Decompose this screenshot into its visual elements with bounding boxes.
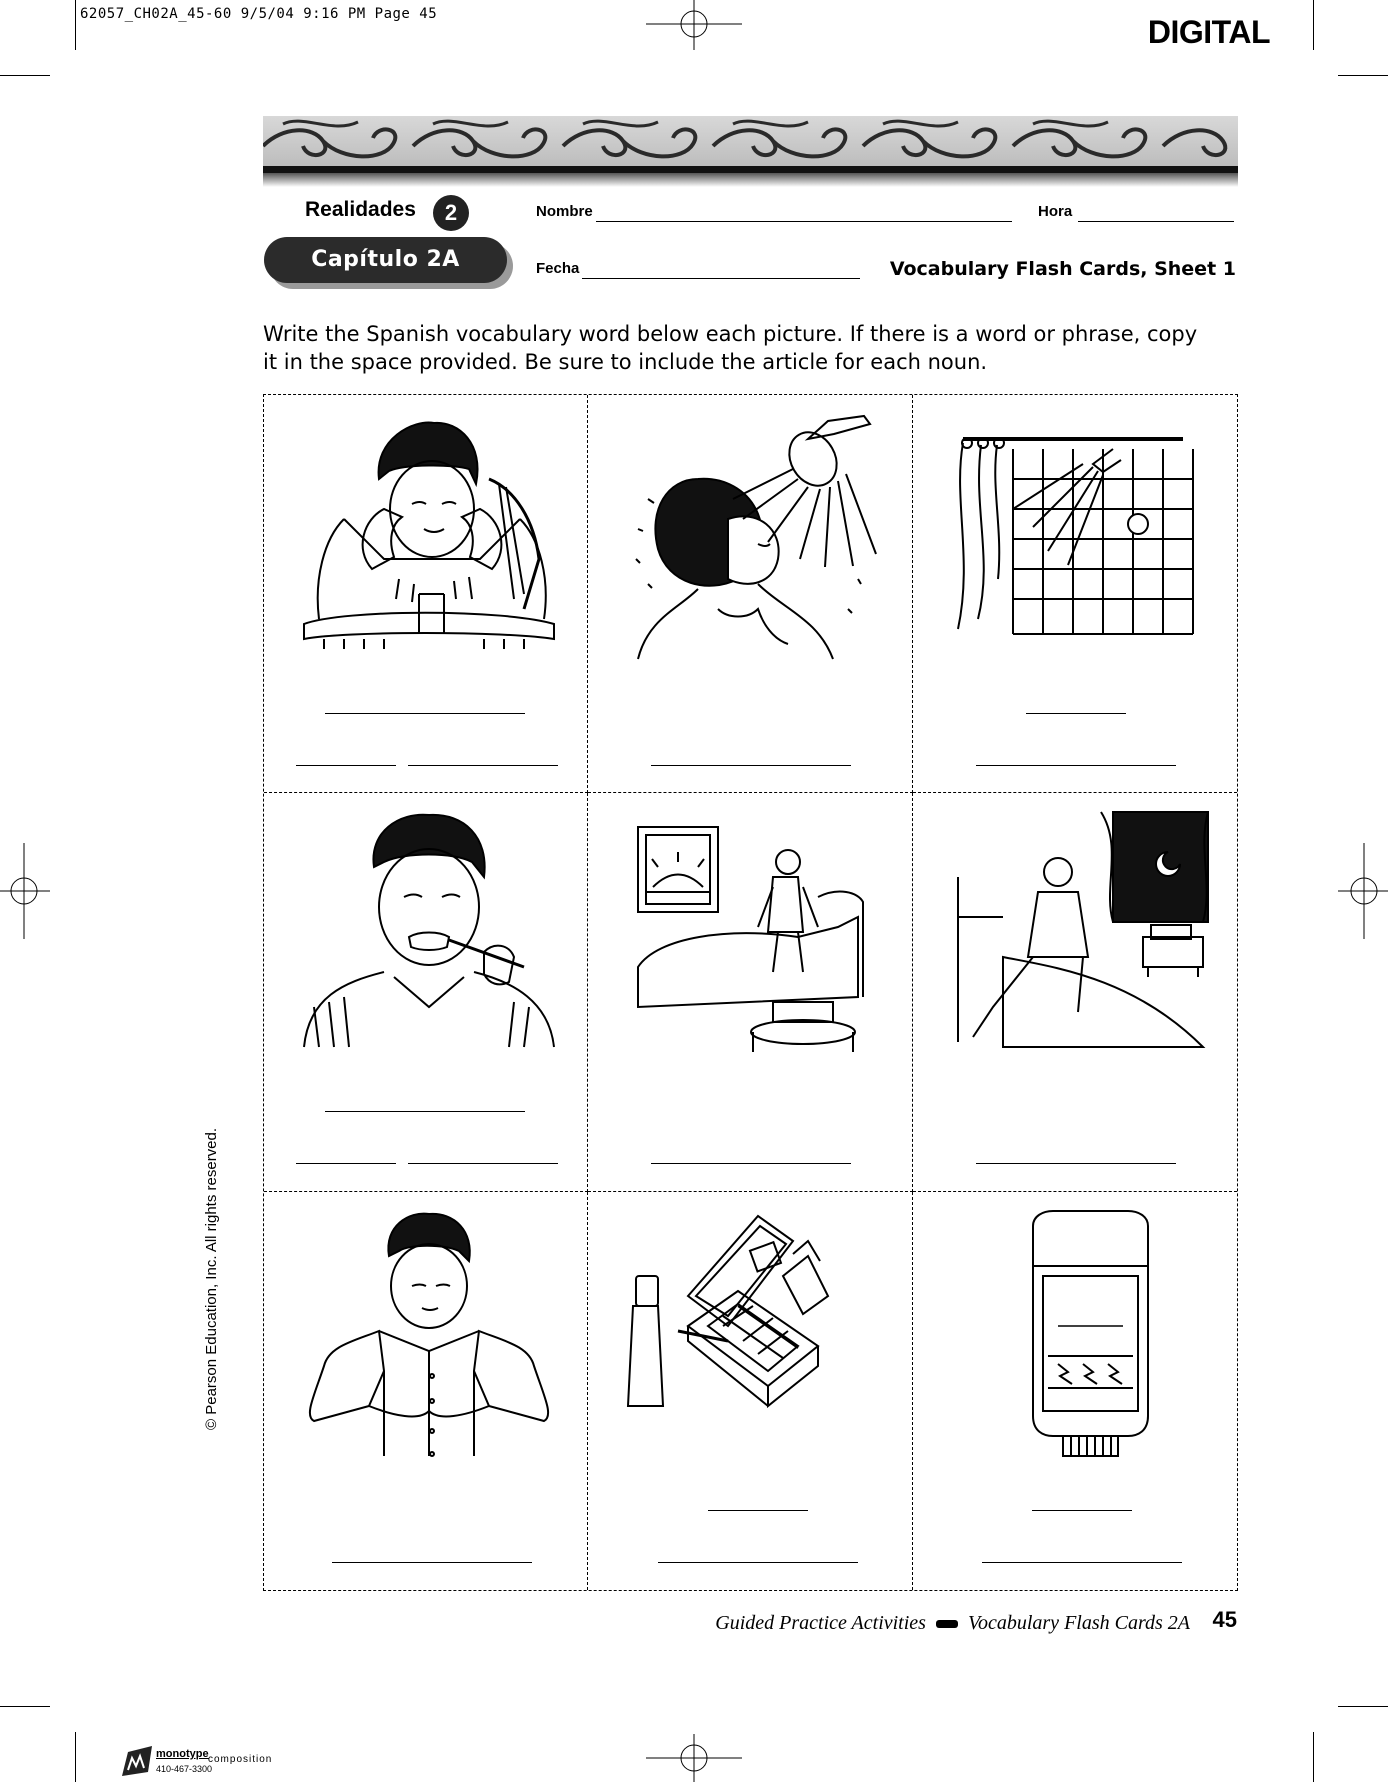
digital-badge: DIGITAL — [1147, 14, 1270, 50]
showering-boy-icon — [608, 409, 892, 671]
monotype-m-icon — [120, 1744, 154, 1778]
answer-line[interactable] — [408, 1163, 558, 1164]
logo-brand: monotype — [156, 1748, 209, 1760]
flash-card-9 — [913, 1192, 1237, 1590]
flash-card-5 — [588, 793, 912, 1191]
answer-line[interactable] — [982, 1562, 1182, 1563]
brushing-teeth-icon — [284, 807, 568, 1069]
footer-right: Vocabulary Flash Cards 2A — [967, 1612, 1190, 1634]
level-badge: 2 — [433, 195, 469, 231]
answer-line[interactable] — [708, 1510, 808, 1511]
answer-line[interactable] — [976, 765, 1176, 766]
answer-line[interactable] — [332, 1562, 532, 1563]
sheet-title: Vocabulary Flash Cards, Sheet 1 — [889, 258, 1236, 280]
flash-card-1 — [264, 395, 588, 793]
getting-dressed-icon — [284, 1206, 568, 1468]
waking-up-icon — [608, 807, 892, 1069]
print-slug: 62057_CH02A_45-60 9/5/04 9:16 PM Page 45 — [80, 6, 438, 22]
answer-line[interactable] — [325, 1111, 525, 1112]
answer-line[interactable] — [296, 1163, 396, 1164]
logo-sub: composition — [208, 1754, 273, 1765]
footer-divider — [936, 1620, 958, 1628]
flash-card-grid — [263, 394, 1238, 1591]
instructions: Write the Spanish vocabulary word below each picture. If there is a word or phrase, copy it in the space provided. Be sure to include the article for each noun. — [263, 322, 1198, 374]
deodorant-icon — [933, 1206, 1217, 1468]
answer-line[interactable] — [658, 1562, 858, 1563]
logo-phone: 410-467-3300 — [156, 1764, 213, 1774]
answer-line[interactable] — [1032, 1510, 1132, 1511]
chapter-tab: Capítulo 2A — [264, 237, 507, 283]
answer-line[interactable] — [976, 1163, 1176, 1164]
page-number: 45 — [1212, 1607, 1237, 1632]
answer-line[interactable] — [651, 765, 851, 766]
flash-card-4 — [264, 793, 588, 1191]
series-title: Realidades — [305, 198, 416, 221]
date-label: Fecha — [536, 260, 580, 277]
date-field[interactable] — [582, 278, 860, 279]
decorative-banner — [263, 116, 1238, 194]
going-to-bed-icon — [933, 807, 1217, 1069]
monotype-logo — [120, 1740, 290, 1780]
flash-card-8 — [588, 1192, 912, 1590]
makeup-kit-icon — [608, 1206, 892, 1468]
flash-card-3 — [913, 395, 1237, 793]
flash-card-6 — [913, 793, 1237, 1191]
hour-label: Hora — [1038, 203, 1073, 220]
flash-card-7 — [264, 1192, 588, 1590]
answer-line[interactable] — [1026, 713, 1126, 714]
shower-icon — [933, 409, 1217, 671]
hour-field[interactable] — [1078, 221, 1234, 222]
washing-face-icon — [284, 409, 568, 671]
name-label: Nombre — [536, 203, 593, 220]
footer-left: Guided Practice Activities — [715, 1612, 926, 1634]
footer — [715, 1612, 1190, 1635]
answer-line[interactable] — [296, 765, 396, 766]
name-field[interactable] — [596, 221, 1012, 222]
answer-line[interactable] — [651, 1163, 851, 1164]
answer-line[interactable] — [325, 713, 525, 714]
flash-card-2 — [588, 395, 912, 793]
answer-line[interactable] — [408, 765, 558, 766]
copyright-notice: © Pearson Education, Inc. All rights reserved. — [203, 1127, 220, 1430]
